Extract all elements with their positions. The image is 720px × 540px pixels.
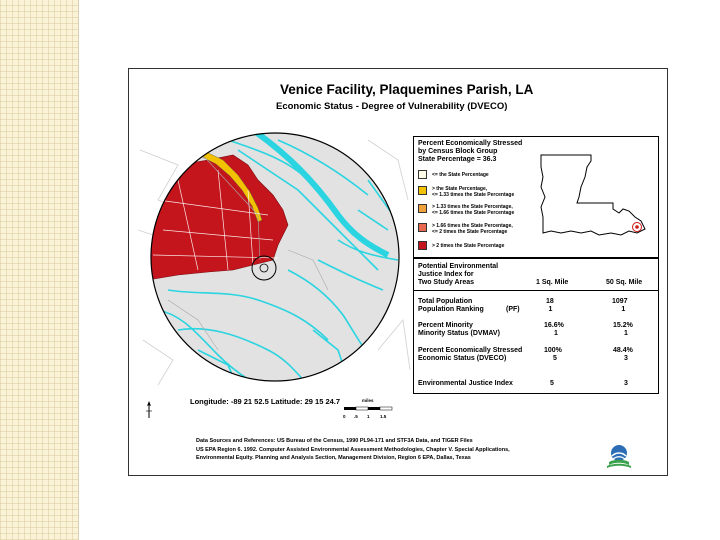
ej-index-50sqmi: 3: [624, 380, 628, 387]
legend-title-line: Percent Economically Stressed: [418, 140, 523, 147]
scale-bar-graphic: [344, 406, 394, 412]
row-values-50sqmi: 48.4% 3: [613, 347, 633, 362]
row-values-1sqmi: 18 1: [546, 298, 554, 313]
legend-label-5: > 2 times the State Percentage: [432, 243, 505, 249]
row-values-1sqmi: 16.6% 1: [544, 322, 564, 337]
col-1-sq-mile: 1 Sq. Mile: [536, 279, 569, 286]
legend-box: [413, 136, 659, 258]
scale-tick: 0: [343, 414, 346, 419]
scale-tick: .5: [354, 414, 358, 419]
north-arrow-icon: [144, 400, 154, 420]
legend-label-1: <= the State Percentage: [432, 172, 489, 178]
row-label-population: Total Population Population Ranking: [418, 298, 484, 313]
row-label-minority: Percent Minority Minority Status (DVMAV): [418, 322, 500, 337]
side-divider: [78, 0, 79, 540]
ej-header: Potential Environmental Justice Index for Two Study Areas: [418, 263, 499, 286]
legend-label-2: > the State Percentage, <= 1.33 times the State Percentage: [432, 186, 515, 198]
epa-logo-icon: [604, 442, 634, 470]
data-sources-text: Data Sources and References: US Bureau of the Census, 1990 PL94-171 and STF3A Data, and TIGER Files US EPA Region 6. 1992. Computer Assisted Environmental Assessment Methodologies, Chapter V. Special Applications, Environmental Equity. Planning and Analysis Section, Management Division, Region 6 EPA, Dallas, Texas: [196, 438, 510, 461]
legend-label-4: > 1.66 times the State Percentage, <= 2 times the State Percentage: [432, 223, 513, 235]
louisiana-locator-map: [533, 147, 655, 247]
scale-title: miles: [362, 398, 374, 403]
ej-index-label: Environmental Justice Index: [418, 380, 513, 387]
row-values-50sqmi: 1097 1: [612, 298, 628, 313]
row-values-50sqmi: 15.2% 1: [613, 322, 633, 337]
coordinates-text: Longitude: -89 21 52.5 Latitude: 29 15 24.7: [190, 397, 341, 406]
scale-tick: 1.5: [380, 414, 387, 419]
study-area-map: [138, 120, 413, 392]
legend-swatch-5: [418, 241, 427, 250]
table-divider: [414, 290, 658, 291]
row-values-1sqmi: 100% 5: [544, 347, 562, 362]
legend-title: [418, 140, 522, 164]
legend-swatch-3: [418, 204, 427, 213]
row-label-economic: Percent Economically Stressed Economic Status (DVECO): [418, 347, 523, 362]
legend-swatch-2: [418, 186, 427, 195]
row-tag-pf: (PF): [506, 306, 520, 313]
scale-tick: 1: [367, 414, 370, 419]
legend-title-line: by Census Block Group: [418, 148, 498, 155]
legend-title-line: State Percentage = 36.3: [418, 156, 497, 163]
legend-swatch-1: [418, 170, 427, 179]
ej-index-table: [413, 258, 659, 394]
scale-bar: [340, 398, 400, 424]
map-title: Venice Facility, Plaquemines Parish, LA: [280, 82, 534, 97]
legend-swatch-4: [418, 223, 427, 232]
map-subtitle: Economic Status - Degree of Vulnerability (DVECO): [276, 101, 508, 112]
legend-label-3: > 1.33 times the State Percentage, <= 1.66 times the State Percentage: [432, 204, 515, 216]
col-50-sq-mile: 50 Sq. Mile: [606, 279, 643, 286]
ej-index-1sqmi: 5: [550, 380, 554, 387]
side-decorative-pattern: [0, 0, 78, 540]
